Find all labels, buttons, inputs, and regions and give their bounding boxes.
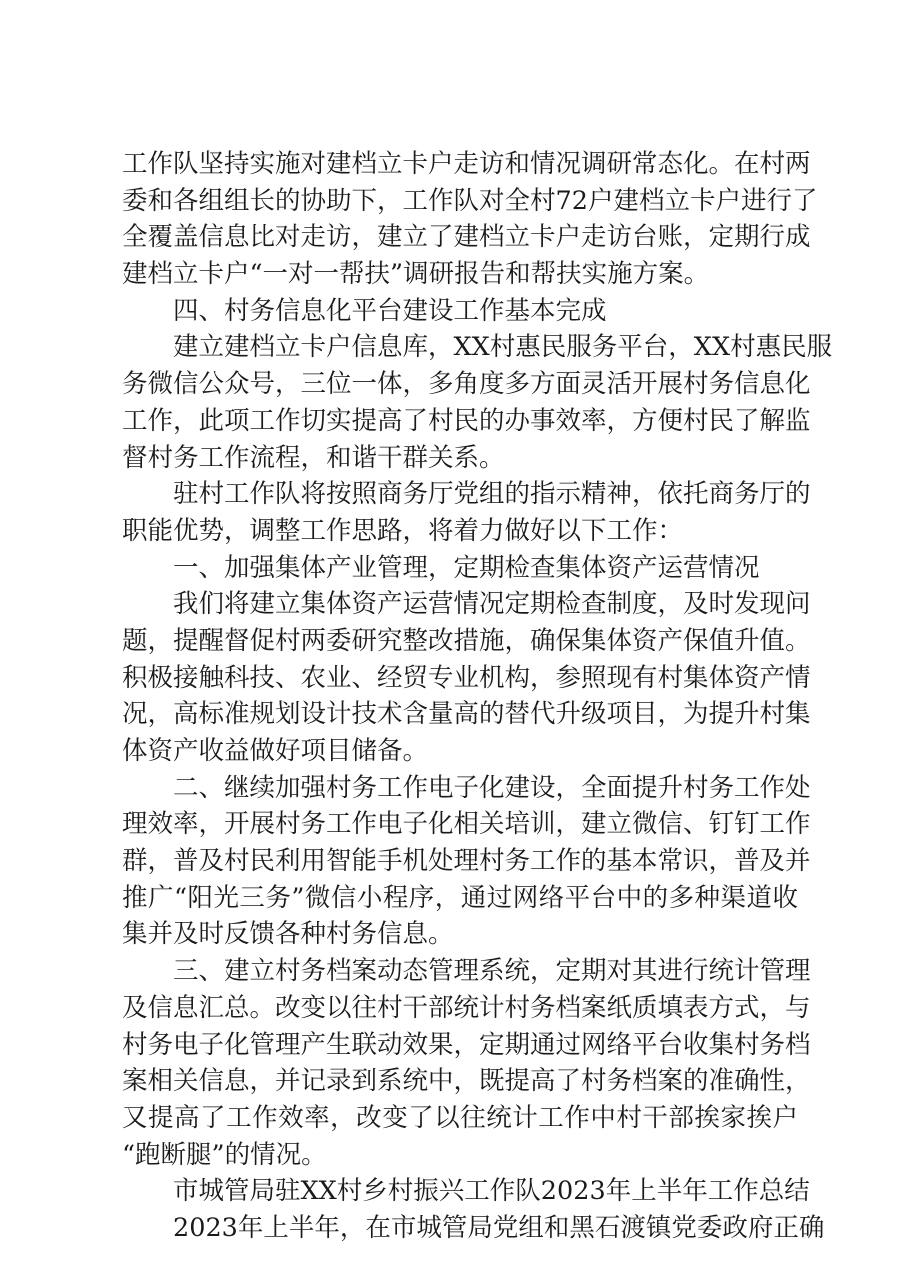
- text-line: 推广“阳光三务”微信小程序，通过网络平台中的多种渠道收: [122, 882, 798, 913]
- text-line: 四、村务信息化平台建设工作基本完成: [173, 295, 607, 326]
- text-line: 市城管局驻XX村乡村振兴工作队2023年上半年工作总结: [173, 1176, 810, 1207]
- text-line: 又提高了工作效率，改变了以往统计工作中村干部挨家挨户: [122, 1102, 798, 1133]
- text-line: 理效率，开展村务工作电子化相关培训，建立微信、钉钉工作: [122, 809, 811, 840]
- text-line: 工作队坚持实施对建档立卡户走访和情况调研常态化。在村两: [122, 149, 811, 179]
- text-line: 2023年上半年，在市城管局党组和黑石渡镇党委政府正确: [173, 1212, 825, 1243]
- text-line: 及信息汇总。改变以往村干部统计村务档案纸质填表方式，与: [122, 992, 811, 1023]
- text-line: 体资产收益做好项目储备。: [122, 736, 429, 766]
- text-line: 积极接触科技、农业、经贸专业机构，参照现有村集体资产情: [122, 662, 811, 693]
- text-line: 驻村工作队将按照商务厅党组的指示精神，依托商务厅的: [173, 479, 811, 510]
- text-line: 建档立卡户“一对一帮扶”调研报告和帮扶实施方案。: [122, 259, 710, 290]
- text-line: 全覆盖信息比对走访，建立了建档立卡户走访台账，定期行成: [122, 222, 811, 253]
- text-line: 委和各组组长的协助下，工作队对全村72户建档立卡户进行了: [122, 185, 818, 216]
- text-line: 集并及时反馈各种村务信息。: [122, 919, 454, 950]
- text-line: 群，普及村民利用智能手机处理村务工作的基本常识，普及并: [122, 846, 811, 877]
- text-line: 督村务工作流程，和谐干群关系。: [122, 442, 505, 473]
- text-line: 二、继续加强村务工作电子化建设，全面提升村务工作处: [173, 772, 811, 803]
- text-line: “跑断腿”的情况。: [122, 1139, 327, 1170]
- text-line: 题，提醒督促村两委研究整改措施，确保集体资产保值升值。: [122, 625, 811, 656]
- text-line: 村务电子化管理产生联动效果，定期通过网络平台收集村务档: [122, 1029, 811, 1060]
- text-line: 职能优势，调整工作思路，将着力做好以下工作：: [122, 515, 684, 546]
- document-body: [122, 146, 833, 1247]
- text-line: 一、加强集体产业管理，定期检查集体资产运营情况: [173, 552, 760, 583]
- text-line: 三、建立村务档案动态管理系统，定期对其进行统计管理: [173, 956, 811, 987]
- text-line: 况，高标准规划设计技术含量高的替代升级项目，为提升村集: [122, 699, 811, 730]
- text-line: 我们将建立集体资产运营情况定期检查制度，及时发现问: [173, 589, 811, 620]
- text-line: 案相关信息，并记录到系统中，既提高了村务档案的准确性，: [122, 1066, 811, 1097]
- text-line: 务微信公众号，三位一体，多角度多方面灵活开展村务信息化: [122, 369, 811, 400]
- text-line: 建立建档立卡户信息库，XX村惠民服务平台，XX村惠民服: [173, 332, 833, 363]
- text-line: 工作，此项工作切实提高了村民的办事效率，方便村民了解监: [122, 405, 811, 436]
